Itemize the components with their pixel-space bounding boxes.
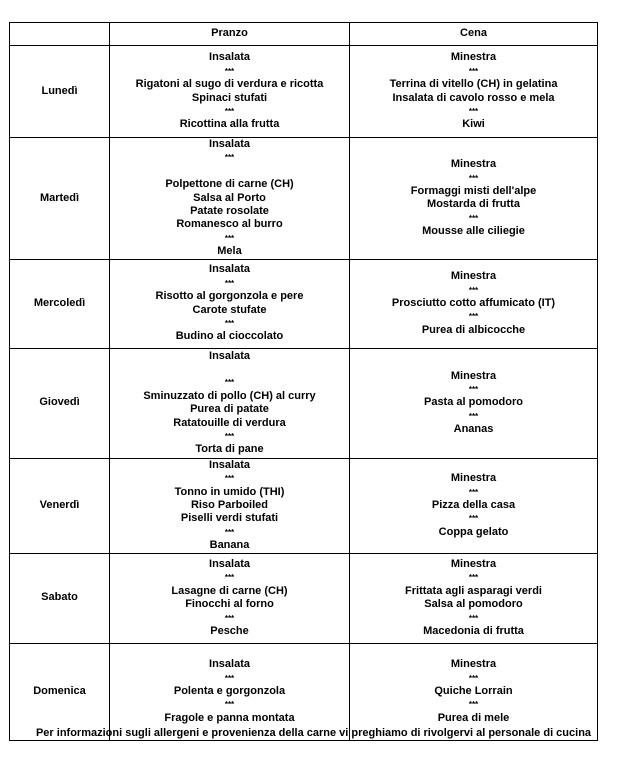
course-separator: *** (468, 573, 479, 583)
dish-line: Pasta al pomodoro (423, 396, 524, 409)
lunch-menu (110, 658, 349, 725)
day-name: Sabato (10, 553, 110, 643)
dish-line: Frittata agli asparagi verdi (405, 584, 542, 597)
dinner-menu (350, 158, 597, 238)
dish-line: Terrina di vitello (CH) in gelatina (389, 78, 558, 91)
dinner-cell (350, 138, 598, 260)
course-separator: *** (224, 700, 235, 710)
header-lunch: Pranzo (110, 23, 350, 46)
lunch-menu (110, 350, 349, 457)
dish-line: Minestra (450, 270, 497, 283)
course-separator: *** (468, 613, 479, 623)
dish-line: Insalata (209, 458, 250, 471)
weekly-menu-table (9, 22, 598, 741)
dish-line: Insalata (209, 349, 250, 362)
day-name: Mercoledì (10, 259, 110, 348)
course-separator: *** (468, 487, 479, 497)
course-separator: *** (468, 213, 479, 223)
dinner-menu (350, 370, 597, 437)
dish-line: Riso Parboiled (190, 498, 269, 511)
dish-line: Purea di albicocche (421, 323, 526, 336)
course-separator: *** (468, 66, 479, 76)
dish-line: Salsa al pomodoro (424, 598, 523, 611)
dinner-menu (350, 51, 597, 131)
dish-line: Lasagne di carne (CH) (171, 584, 288, 597)
dish-line (110, 165, 349, 178)
dish-line: Mostarda di frutta (427, 198, 520, 211)
dinner-cell (350, 643, 598, 740)
dish-line: Romanesco al burro (176, 218, 283, 231)
lunch-menu (110, 558, 349, 638)
dish-line: Carote stufate (192, 303, 267, 316)
dish-line: Torta di pane (195, 443, 264, 456)
lunch-menu (110, 51, 349, 131)
dish-line: Rigatoni al sugo di verdura e ricotta (135, 78, 324, 91)
dish-line: Purea di patate (190, 403, 269, 416)
dish-line: Patate rosolate (190, 205, 269, 218)
lunch-menu (110, 138, 349, 259)
course-separator: *** (468, 411, 479, 421)
course-separator: *** (468, 700, 479, 710)
dish-line: Mela (217, 245, 242, 258)
day-row (10, 46, 598, 138)
dish-line: Minestra (450, 369, 497, 382)
dinner-menu (350, 558, 597, 638)
lunch-cell (110, 138, 350, 260)
dish-line: Polenta e gorgonzola (173, 684, 286, 697)
lunch-cell (110, 46, 350, 138)
day-row (10, 348, 598, 458)
course-separator: *** (468, 173, 479, 183)
dish-line: Minestra (450, 557, 497, 570)
dish-line: Ratatouille di verdura (173, 416, 286, 429)
course-separator: *** (468, 673, 479, 683)
dish-line: Pesche (210, 624, 249, 637)
course-separator: *** (224, 106, 235, 116)
course-separator: *** (468, 106, 479, 116)
dish-line: Budino al cioccolato (175, 330, 284, 343)
course-separator: *** (468, 385, 479, 395)
dish-line: Coppa gelato (438, 525, 509, 538)
course-separator: *** (224, 378, 235, 388)
day-name: Giovedì (10, 348, 110, 458)
dish-line: Piselli verdi stufati (180, 512, 279, 525)
day-name: Domenica (10, 643, 110, 740)
course-separator: *** (224, 319, 235, 329)
dish-line: Insalata (209, 658, 250, 671)
dinner-cell (350, 553, 598, 643)
dinner-cell (350, 259, 598, 348)
day-name: Venerdì (10, 458, 110, 553)
lunch-cell (110, 259, 350, 348)
dish-line: Minestra (450, 51, 497, 64)
dish-line: Risotto al gorgonzola e pere (155, 290, 304, 303)
dish-line: Minestra (450, 472, 497, 485)
dish-line: Fragole e panna montata (164, 711, 295, 724)
dish-line: Minestra (450, 658, 497, 671)
dish-line: Insalata di cavolo rosso e mela (392, 91, 555, 104)
dish-line: Prosciutto cotto affumicato (IT) (391, 296, 556, 309)
dish-line: Spinaci stufati (191, 91, 268, 104)
course-separator: *** (224, 153, 235, 163)
day-row (10, 138, 598, 260)
lunch-menu (110, 263, 349, 343)
course-separator: *** (224, 613, 235, 623)
header-corner-cell (10, 23, 110, 46)
dish-line: Macedonia di frutta (423, 624, 524, 637)
dish-line: Mousse alle ciliegie (422, 225, 525, 238)
course-separator: *** (224, 573, 235, 583)
dish-line: Finocchi al forno (185, 598, 274, 611)
course-separator: *** (224, 278, 235, 288)
dish-line: Sminuzzato di pollo (CH) al curry (143, 389, 316, 402)
course-separator: *** (224, 673, 235, 683)
dish-line: Ricottina alla frutta (179, 118, 280, 131)
lunch-cell (110, 553, 350, 643)
dish-line (110, 363, 349, 376)
dish-line: Insalata (209, 138, 250, 150)
day-row (10, 458, 598, 553)
lunch-cell (110, 348, 350, 458)
dish-line: Banana (209, 539, 250, 552)
day-name: Martedì (10, 138, 110, 260)
course-separator: *** (224, 474, 235, 484)
header-dinner: Cena (350, 23, 598, 46)
dish-line: Pizza della casa (431, 498, 516, 511)
course-separator: *** (468, 514, 479, 524)
course-separator: *** (468, 285, 479, 295)
dinner-menu (350, 658, 597, 725)
dish-line: Purea di mele (437, 711, 510, 724)
day-row (10, 643, 598, 740)
dinner-cell (350, 458, 598, 553)
course-separator: *** (224, 527, 235, 537)
lunch-cell (110, 643, 350, 740)
course-separator: *** (224, 233, 235, 243)
dish-line: Tonno in umido (THI) (174, 485, 285, 498)
course-separator: *** (224, 431, 235, 441)
dish-line: Insalata (209, 51, 250, 64)
dish-line: Salsa al Porto (193, 191, 266, 204)
header-row (10, 23, 598, 46)
dinner-cell (350, 348, 598, 458)
dish-line: Minestra (450, 158, 497, 171)
dish-line: Formaggi misti dell'alpe (410, 184, 537, 197)
lunch-menu (110, 459, 349, 553)
course-separator: *** (224, 66, 235, 76)
dish-line: Kiwi (462, 118, 485, 131)
lunch-cell (110, 458, 350, 553)
footer-note: Per informazioni sugli allergeni e provenienza della carne vi preghiamo di rivolgervi al personale di cucina (35, 727, 592, 739)
dinner-menu (350, 472, 597, 539)
dish-line: Ananas (453, 423, 494, 436)
dish-line: Insalata (209, 557, 250, 570)
dish-line: Insalata (209, 263, 250, 276)
day-name: Lunedì (10, 46, 110, 138)
dish-line: Polpettone di carne (CH) (165, 178, 294, 191)
day-row (10, 259, 598, 348)
dinner-menu (350, 270, 597, 337)
dinner-cell (350, 46, 598, 138)
course-separator: *** (468, 312, 479, 322)
day-row (10, 553, 598, 643)
dish-line: Quiche Lorrain (434, 684, 513, 697)
